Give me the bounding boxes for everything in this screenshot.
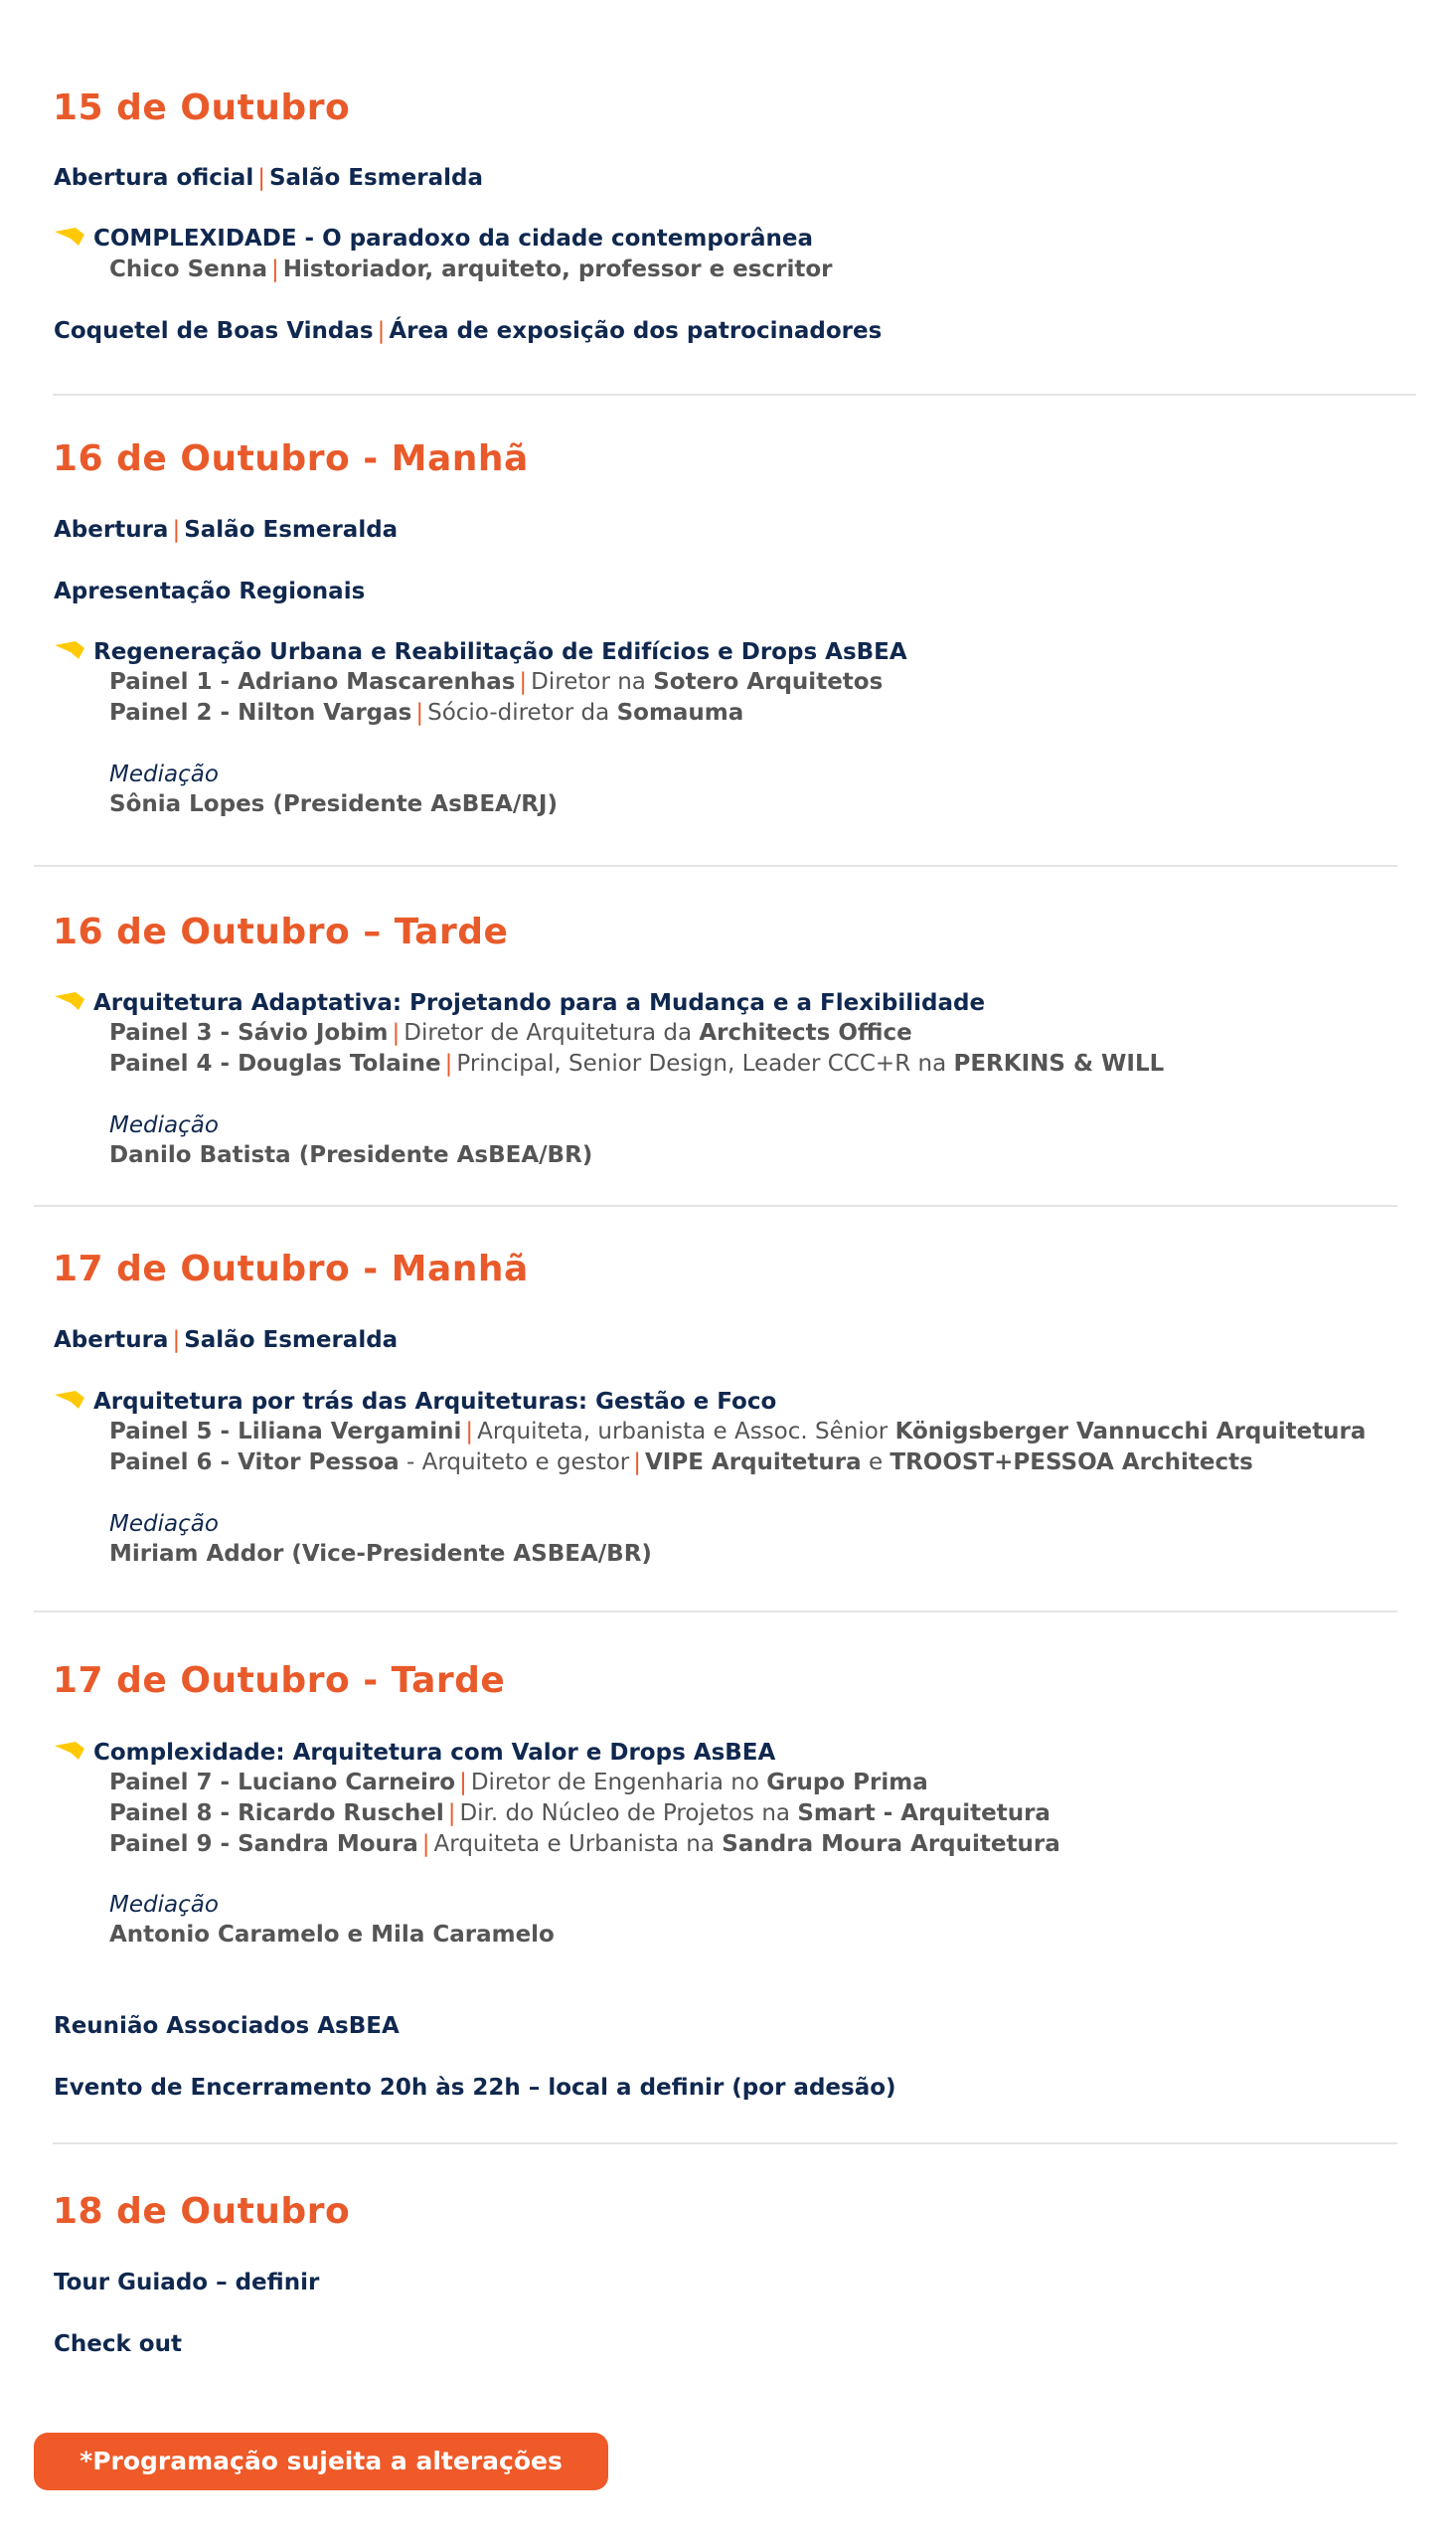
day3am-date-title: 17 de Outubro - Manhã <box>53 1249 529 1289</box>
section-divider <box>53 2142 1397 2144</box>
section-divider <box>53 394 1416 396</box>
panel-role: Dir. do Núcleo de Projetos na <box>459 1800 790 1826</box>
day1-opening <box>54 163 483 193</box>
panel-speaker: Painel 4 - Douglas Tolaine <box>109 1051 441 1077</box>
panel-speaker: Painel 3 - Sávio Jobim <box>109 1020 389 1046</box>
day4-tour: Tour Guiado – definir <box>54 2270 320 2295</box>
day3pm-mediation-label: Mediação <box>109 1892 219 1918</box>
day2pm-mediator: Danilo Batista (Presidente AsBEA/BR) <box>109 1142 593 1168</box>
panel-speaker: Painel 9 - Sandra Moura <box>109 1831 418 1857</box>
talk-title: COMPLEXIDADE - O paradoxo da cidade contemporânea <box>93 226 813 252</box>
day2pm-date-title: 16 de Outubro – Tarde <box>53 912 509 952</box>
yellow-flag-icon <box>54 1389 85 1411</box>
panel-speaker: Painel 7 - Luciano Carneiro <box>109 1770 456 1795</box>
panel-role: Arquiteta e Urbanista na <box>433 1831 715 1857</box>
day1-cocktail <box>54 316 882 346</box>
panel-company: Architects Office <box>699 1020 912 1046</box>
separator: | <box>519 669 528 695</box>
opening-label: Abertura oficial <box>54 165 254 191</box>
day2am-panel1 <box>109 667 883 697</box>
separator: | <box>172 517 181 543</box>
day1-speaker <box>109 254 832 284</box>
talk-title: Regeneração Urbana e Reabilitação de Edifícios e Drops AsBEA <box>93 639 907 665</box>
section-divider <box>34 1611 1397 1612</box>
panel-company: PERKINS & WILL <box>953 1051 1165 1077</box>
day2am-regional: Apresentação Regionais <box>54 579 366 604</box>
day2am-mediation-label: Mediação <box>109 762 219 787</box>
separator: | <box>633 1449 641 1475</box>
day3am-opening <box>54 1325 398 1355</box>
panel-role: Principal, Senior Design, Leader CCC+R na <box>456 1051 947 1077</box>
yellow-flag-icon <box>54 639 85 661</box>
separator: | <box>465 1419 474 1444</box>
day3am-mediation-label: Mediação <box>109 1511 219 1537</box>
schedule-disclaimer-badge: *Programação sujeita a alterações <box>34 2433 608 2490</box>
panel-role: Sócio-diretor da <box>427 700 610 726</box>
day3pm-date-title: 17 de Outubro - Tarde <box>53 1660 506 1701</box>
speaker-role: Historiador, arquiteto, professor e escritor <box>282 256 833 282</box>
day3pm-panel8 <box>109 1798 1051 1828</box>
panel-company: Smart - Arquitetura <box>797 1800 1051 1826</box>
separator: | <box>444 1051 453 1077</box>
day3pm-mediator: Antonio Caramelo e Mila Caramelo <box>109 1922 555 1948</box>
day3am-panel5 <box>109 1417 1366 1446</box>
panel-role: Arquiteta, urbanista e Assoc. Sênior <box>477 1419 889 1444</box>
cocktail-place: Área de exposição dos patrocinadores <box>389 318 883 344</box>
panel-speaker: Painel 1 - Adriano Mascarenhas <box>109 669 516 695</box>
day3am-panel6 <box>109 1447 1253 1477</box>
day3pm-panel7 <box>109 1768 928 1797</box>
day2pm-talk-title <box>54 988 985 1018</box>
talk-title: Complexidade: Arquitetura com Valor e Drops AsBEA <box>93 1740 776 1766</box>
day2pm-panel4 <box>109 1049 1164 1079</box>
day2am-date-title: 16 de Outubro - Manhã <box>53 438 529 479</box>
opening-place: Salão Esmeralda <box>184 517 399 543</box>
panel-company: VIPE Arquitetura <box>645 1449 862 1475</box>
opening-label: Abertura <box>54 517 169 543</box>
day3am-mediator: Miriam Addor (Vice-Presidente ASBEA/BR) <box>109 1541 652 1567</box>
separator: | <box>377 318 386 344</box>
day1-date-title: 15 de Outubro <box>53 87 351 128</box>
panel-company: Sotero Arquitetos <box>653 669 884 695</box>
day2pm-mediation-label: Mediação <box>109 1112 219 1138</box>
day3pm-panel9 <box>109 1829 1060 1859</box>
separator: | <box>392 1020 401 1046</box>
day1-talk-title <box>54 224 813 254</box>
separator: | <box>257 165 265 191</box>
opening-place: Salão Esmeralda <box>268 165 483 191</box>
panel-role: Diretor na <box>531 669 646 695</box>
panel-speaker: Painel 5 - Liliana Vergamini <box>109 1419 462 1444</box>
yellow-flag-icon <box>54 1740 85 1762</box>
day3pm-meeting: Reunião Associados AsBEA <box>54 2013 400 2039</box>
panel-company: Königsberger Vannucchi Arquitetura <box>894 1419 1367 1444</box>
panel-conjunction: e <box>868 1449 884 1475</box>
separator: | <box>271 256 279 282</box>
panel-role: Diretor de Arquitetura da <box>404 1020 693 1046</box>
panel-speaker: Painel 2 - Nilton Vargas <box>109 700 412 726</box>
section-divider <box>34 865 1397 867</box>
day3pm-closing-event: Evento de Encerramento 20h às 22h – local a definir (por adesão) <box>54 2075 896 2101</box>
speaker-name: Chico Senna <box>109 256 268 282</box>
separator: | <box>415 700 424 726</box>
panel-company: Sandra Moura Arquitetura <box>722 1831 1060 1857</box>
day2am-talk-title <box>54 637 907 667</box>
opening-label: Abertura <box>54 1327 169 1353</box>
panel-company: Somauma <box>616 700 744 726</box>
panel-company: Grupo Prima <box>766 1770 928 1795</box>
section-divider <box>34 1205 1397 1207</box>
day3am-talk-title <box>54 1387 776 1417</box>
day2am-panel2 <box>109 698 743 728</box>
panel-role: Diretor de Engenharia no <box>470 1770 759 1795</box>
cocktail-label: Coquetel de Boas Vindas <box>54 318 374 344</box>
day2am-mediator: Sônia Lopes (Presidente AsBEA/RJ) <box>109 791 559 817</box>
separator: | <box>459 1770 467 1795</box>
separator: | <box>447 1800 456 1826</box>
panel-company: TROOST+PESSOA Architects <box>890 1449 1253 1475</box>
separator: | <box>172 1327 181 1353</box>
day4-checkout: Check out <box>54 2331 182 2357</box>
panel-speaker: Painel 6 - Vitor Pessoa <box>109 1449 400 1475</box>
talk-title: Arquitetura por trás das Arquiteturas: Gestão e Foco <box>93 1389 777 1415</box>
day3pm-talk-title <box>54 1738 775 1768</box>
opening-place: Salão Esmeralda <box>184 1327 399 1353</box>
day2pm-panel3 <box>109 1018 912 1048</box>
panel-role: - Arquiteto e gestor <box>405 1449 630 1475</box>
talk-title: Arquitetura Adaptativa: Projetando para a Mudança e a Flexibilidade <box>93 990 986 1016</box>
day2am-opening <box>54 515 398 545</box>
yellow-flag-icon <box>54 226 85 248</box>
separator: | <box>421 1831 430 1857</box>
day4-date-title: 18 de Outubro <box>53 2191 351 2232</box>
panel-speaker: Painel 8 - Ricardo Ruschel <box>109 1800 444 1826</box>
yellow-flag-icon <box>54 990 85 1012</box>
